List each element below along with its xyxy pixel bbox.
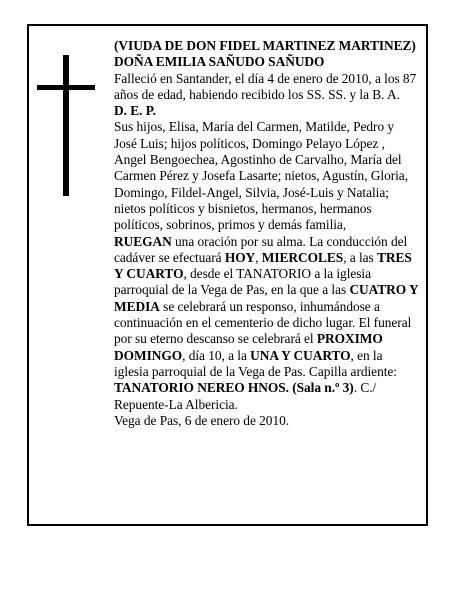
funeral-text-4: , desde el TANATORIO a la iglesia parroquial de la Vega de Pas, en la que a las bbox=[114, 266, 371, 298]
place-date-line: Vega de Pas, 6 de enero de 2010. bbox=[114, 412, 290, 428]
proximo-domingo-label: PROXIMO DOMINGO bbox=[114, 331, 383, 363]
funeral-details bbox=[114, 234, 419, 413]
family-list: Sus hijos, Elisa, María del Carmen, Matilde, Pedro y José Luis; hijos políticos, Domingo Pelayo López , Angel Bengoechea, Agostinho de Carvalho, María del Carmen Pérez y Josefa Lasarte; nietos, Agustín, Gloria, Domingo, Fildel-Angel, Silvia, José-Luis y Natalia; nietos políticos y bisnietos, hermanos, hermanos políticos, sobrinos, primos y demás familia, bbox=[114, 119, 408, 233]
cuatro-media-label: CUATRO Y MEDIA bbox=[114, 282, 419, 314]
dep-line: D. E. P. bbox=[114, 103, 156, 119]
widow-line: (VIUDA DE DON FIDEL MARTINEZ MARTINEZ) bbox=[114, 38, 416, 53]
tres-cuarto-label: TRES Y CUARTO bbox=[114, 249, 412, 282]
funeral-text-9: . C./ Repuente-La Albericia. bbox=[114, 380, 377, 412]
miercoles-label: MIERCOLES bbox=[261, 249, 344, 265]
obituary-text bbox=[114, 38, 419, 429]
funeral-text-3: , a las bbox=[343, 249, 378, 265]
funeral-text-1: una oración por su alma. La conducción del cadáver se efectuará bbox=[114, 233, 408, 265]
death-announcement: Falleció en Santander, el día 4 de enero de 2010, a los 87 años de edad, habiendo recibido los SS. SS. y la B. A. bbox=[114, 70, 417, 102]
funeral-text-7: , en la iglesia parroquial de la Vega de Pas. Capilla ardiente: bbox=[114, 347, 397, 379]
ruegan-label: RUEGAN bbox=[114, 233, 172, 249]
funeral-text-6: , día 10, a la bbox=[182, 347, 251, 363]
hoy-label: HOY bbox=[224, 249, 256, 265]
deceased-name: DOÑA EMILIA SAÑUDO SAÑUDO bbox=[114, 54, 325, 70]
funeral-text-5: se celebrará un responso, inhumándose a continuación en el cementerio de dicho lugar. El funeral por su eterno descanso se celebrará el bbox=[114, 298, 412, 347]
cross-icon bbox=[63, 55, 69, 196]
una-cuarto-label: UNA Y CUARTO bbox=[250, 347, 351, 363]
tanatorio-label: TANATORIO NEREO HNOS. bbox=[114, 380, 289, 396]
cross-icon-crossbar bbox=[37, 85, 95, 90]
sala-label: (Sala n.º 3) bbox=[292, 380, 354, 396]
funeral-text-2: , bbox=[255, 249, 262, 265]
